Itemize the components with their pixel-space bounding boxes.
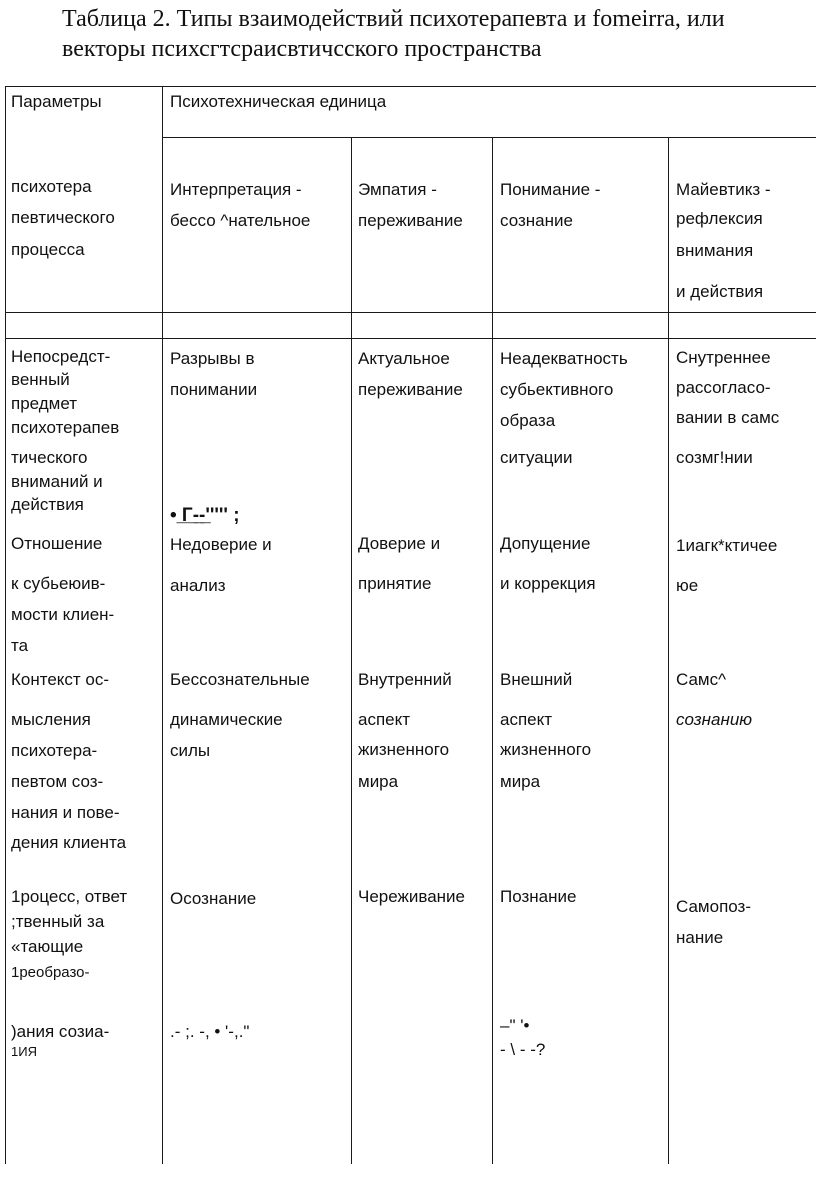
grid-line-col2: [162, 86, 163, 1164]
row-relation-distrust-2: анализ: [170, 576, 226, 595]
row-context-label-2: мысления: [11, 710, 91, 729]
row-subject-gaps-1: Разрывы в: [170, 349, 255, 368]
row-process-maieutics-3: внимания: [676, 241, 754, 260]
row-context-outer-1: Внешний: [500, 670, 573, 689]
row-context-outer-2: аспект: [500, 710, 553, 729]
row-subject-label-7: действия: [11, 495, 84, 514]
row-result-label-4: 1реобразо-: [11, 964, 90, 981]
row-process-label-1: психотера: [11, 177, 92, 196]
grid-line-col3: [351, 137, 352, 1164]
row-subject-label-4: психотерапев: [11, 418, 120, 437]
row-relation-distrust-1: Недоверие и: [170, 535, 272, 554]
row-process-maieutics-4: и действия: [676, 282, 764, 301]
grid-line-col5: [668, 137, 669, 1164]
row-relation-maieutic-2: юе: [676, 576, 699, 595]
grid-line-subheader: [162, 137, 816, 138]
row-process-interpretation-2: бессо ^нательное: [170, 211, 311, 230]
row-result-selfknowledge-2: нание: [676, 928, 724, 947]
row-result-awareness: Осознание: [170, 889, 257, 908]
row-subject-inner-4: созмг!нии: [676, 448, 753, 467]
row-process-empathy-2: переживание: [358, 211, 463, 230]
row-relation-trust-1: Доверие и: [358, 534, 441, 553]
row-relation-allowance-1: Допущение: [500, 534, 591, 553]
row-context-label-4: певтом соз-: [11, 772, 104, 791]
row-result-scan-noise: .- ;. -, • '-,.": [170, 1022, 250, 1041]
row-result-selfknowledge-1: Самопоз-: [676, 897, 751, 916]
row-context-inner-4: мира: [358, 772, 399, 791]
row-relation-label-4: та: [11, 636, 29, 655]
grid-line-top: [5, 86, 816, 87]
row-context-label-1: Контекст ос-: [11, 670, 110, 689]
row-process-empathy-1: Эмпатия -: [358, 180, 437, 199]
row-relation-label-2: к субьеюив-: [11, 574, 106, 593]
row-subject-label-5: тического: [11, 448, 88, 467]
grid-line-left: [5, 86, 6, 1164]
row-subject-label-1: Непосредст-: [11, 347, 111, 366]
row-context-inner-3: жизненного: [358, 740, 450, 759]
row-subject-label-2: венный: [11, 370, 70, 389]
grid-line-spacer-top: [5, 312, 816, 313]
header-psychotechnical-unit: Психотехническая единица: [170, 92, 387, 111]
header-parameters: Параметры: [11, 92, 102, 111]
row-context-label-6: дения клиента: [11, 833, 127, 852]
row-result-label-3: «тающие: [11, 937, 84, 956]
row-relation-maieutic-1: 1иагк*ктичее: [676, 536, 778, 555]
row-subject-scan-noise: • ̲Г̲-̲-̲''''' ;: [170, 505, 240, 526]
row-context-unconscious-1: Бессознательные: [170, 670, 310, 689]
caption-line-1: Таблица 2. Типы взаимодействий психотерапевта и fomeirra, или: [62, 6, 725, 32]
row-subject-actual-2: переживание: [358, 380, 463, 399]
row-subject-inner-1: Снутреннее: [676, 348, 771, 367]
row-subject-inner-2: рассогласо-: [676, 378, 771, 397]
row-subject-inadequacy-3: образа: [500, 411, 556, 430]
row-result-cognition: Познание: [500, 887, 577, 906]
grid-line-col4: [492, 137, 493, 1164]
row-relation-label-3: мости клиен-: [11, 605, 115, 624]
row-process-understanding-2: сознание: [500, 211, 573, 230]
row-context-inner-2: аспект: [358, 710, 411, 729]
row-subject-gaps-2: понимании: [170, 380, 258, 399]
row-process-label-2: певтического: [11, 208, 115, 227]
row-process-maieutics-1: Майевтикз -: [676, 180, 771, 199]
row-process-label-3: процесса: [11, 240, 85, 259]
row-context-self-2: сознанию: [676, 710, 753, 729]
row-process-maieutics-2: рефлексия: [676, 209, 763, 228]
row-result-label-2: ;твенный за: [11, 912, 105, 931]
row-relation-trust-2: принятие: [358, 574, 432, 593]
row-context-inner-1: Внутренний: [358, 670, 452, 689]
row-subject-inadequacy-2: субьективного: [500, 380, 614, 399]
row-result-label-6: 1ИЯ: [11, 1044, 37, 1059]
row-subject-label-3: предмет: [11, 394, 78, 413]
row-result-noise-2: - \ - -?: [500, 1040, 546, 1059]
row-result-noise-1: –" '•: [500, 1016, 530, 1035]
row-subject-inadequacy-4: ситуации: [500, 448, 573, 467]
row-result-experiencing: Череживание: [358, 887, 466, 906]
row-context-unconscious-2: динамические: [170, 710, 283, 729]
row-context-outer-3: жизненного: [500, 740, 592, 759]
row-context-unconscious-3: силы: [170, 741, 211, 760]
row-context-outer-4: мира: [500, 772, 541, 791]
row-result-label-1: 1роцесс, ответ: [11, 887, 128, 906]
row-process-understanding-1: Понимание -: [500, 180, 601, 199]
row-subject-inadequacy-1: Неадекватность: [500, 349, 628, 368]
caption-line-2: векторы психсгтсраисвтичсского пространства: [62, 36, 542, 62]
row-relation-label-1: Отношение: [11, 534, 103, 553]
row-context-self-1: Самс^: [676, 670, 727, 689]
row-subject-actual-1: Актуальное: [358, 349, 450, 368]
row-subject-inner-3: вании в самс: [676, 408, 780, 427]
row-relation-allowance-2: и коррекция: [500, 574, 596, 593]
row-context-label-3: психотера-: [11, 741, 98, 760]
row-process-interpretation-1: Интерпретация -: [170, 180, 302, 199]
row-subject-label-6: вниманий и: [11, 472, 103, 491]
table-caption: [62, 4, 802, 64]
row-context-label-5: нания и пове-: [11, 803, 120, 822]
row-result-label-5: )ания созиа-: [11, 1022, 110, 1041]
grid-line-spacer-bottom: [5, 338, 816, 339]
